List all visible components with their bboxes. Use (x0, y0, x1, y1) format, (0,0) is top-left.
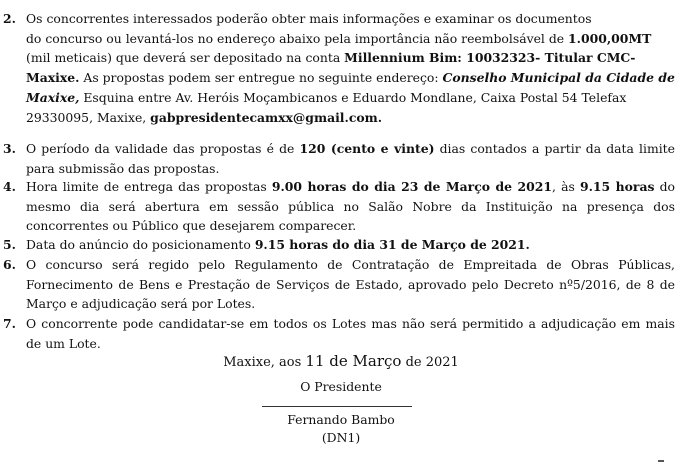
item-text: O período da validade das propostas é de 120 (cento e vinte) dias contados a partir da data limite para submissão das propostas. (26, 141, 675, 176)
item-number: 5. (3, 237, 16, 252)
address-title: Conselho Municipal da Cidade de Maxixe, (26, 70, 675, 105)
item-text: Data do anúncio do posicionamento 9.15 horas do dia 31 de Março de 2021. (26, 237, 530, 252)
signature-place-date: Maxixe, aos 11 de Março de 2021 (223, 352, 459, 370)
signatory-name: Fernando Bambo (287, 412, 395, 427)
fee-amount: 1.000,00MT (568, 30, 652, 46)
item-number: 4. (3, 179, 16, 194)
item-line: (mil meticais) que deverá ser depositado na conta Millennium Bim: 10032323- Titular CMC-Maxixe. As propostas podem ser entregue no seguinte endereço: Conselho Municipal da Cidade de Maxixe, Esquina entre Av. Heróis Moçambicanos e Eduardo Mondlane, Caixa Postal 54 Telefax (26, 50, 675, 105)
item-text: O concorrente pode candidatar-se em todos os Lotes mas não será permitido a adjudicação em mais de um Lote. (26, 316, 675, 351)
item-line: do concurso ou levantá-los no endereço abaixo pela importância não reembolsável de 1.000,00MT (26, 30, 652, 46)
item-number: 6. (3, 257, 16, 272)
signature-line (262, 406, 412, 407)
item-text: Hora limite de entrega das propostas 9.00 horas do dia 23 de Março de 2021, às 9.15 horas do mesmo dia será abertura em sessão pública no Salão Nobre da Instituição na presença dos concorrentes ou Público que desejarem comparecer. (26, 179, 675, 234)
page-edge-mark (658, 460, 664, 462)
signature-day: 11 de Março (305, 352, 402, 370)
bank-account: Millennium Bim: 10032323- Titular CMC-Maxixe. (26, 50, 636, 86)
item-number: 3. (3, 141, 16, 156)
signatory-credential: (DN1) (321, 430, 361, 445)
opening-time: 9.15 horas (579, 179, 655, 194)
announcement-date: 9.15 horas do dia 31 de Março de 2021. (254, 237, 530, 252)
item-number: 2. (3, 11, 16, 26)
contact-email: gabpresidentecamxx@gmail.com. (150, 109, 383, 125)
submission-deadline: 9.00 horas do dia 23 de Março de 2021 (271, 179, 553, 194)
validity-days: 120 (cento e vinte) (299, 141, 435, 156)
item-number: 7. (3, 316, 16, 331)
item-line: Os concorrentes interessados poderão obter mais informações e examinar os documentos (26, 11, 592, 26)
item-text (26, 9, 675, 127)
item-text: O concurso será regido pelo Regulamento de Contratação de Empreitada de Obras Públicas, Fornecimento de Bens e Prestação de Serviços de Estado, aprovado pelo Decreto nº5/2016, de 8 de Março e adjudicação será por Lotes. (26, 257, 675, 312)
signatory-role: O Presidente (300, 379, 382, 394)
item-line: 29330095, Maxixe, gabpresidentecamxx@gmail.com. (26, 109, 383, 125)
